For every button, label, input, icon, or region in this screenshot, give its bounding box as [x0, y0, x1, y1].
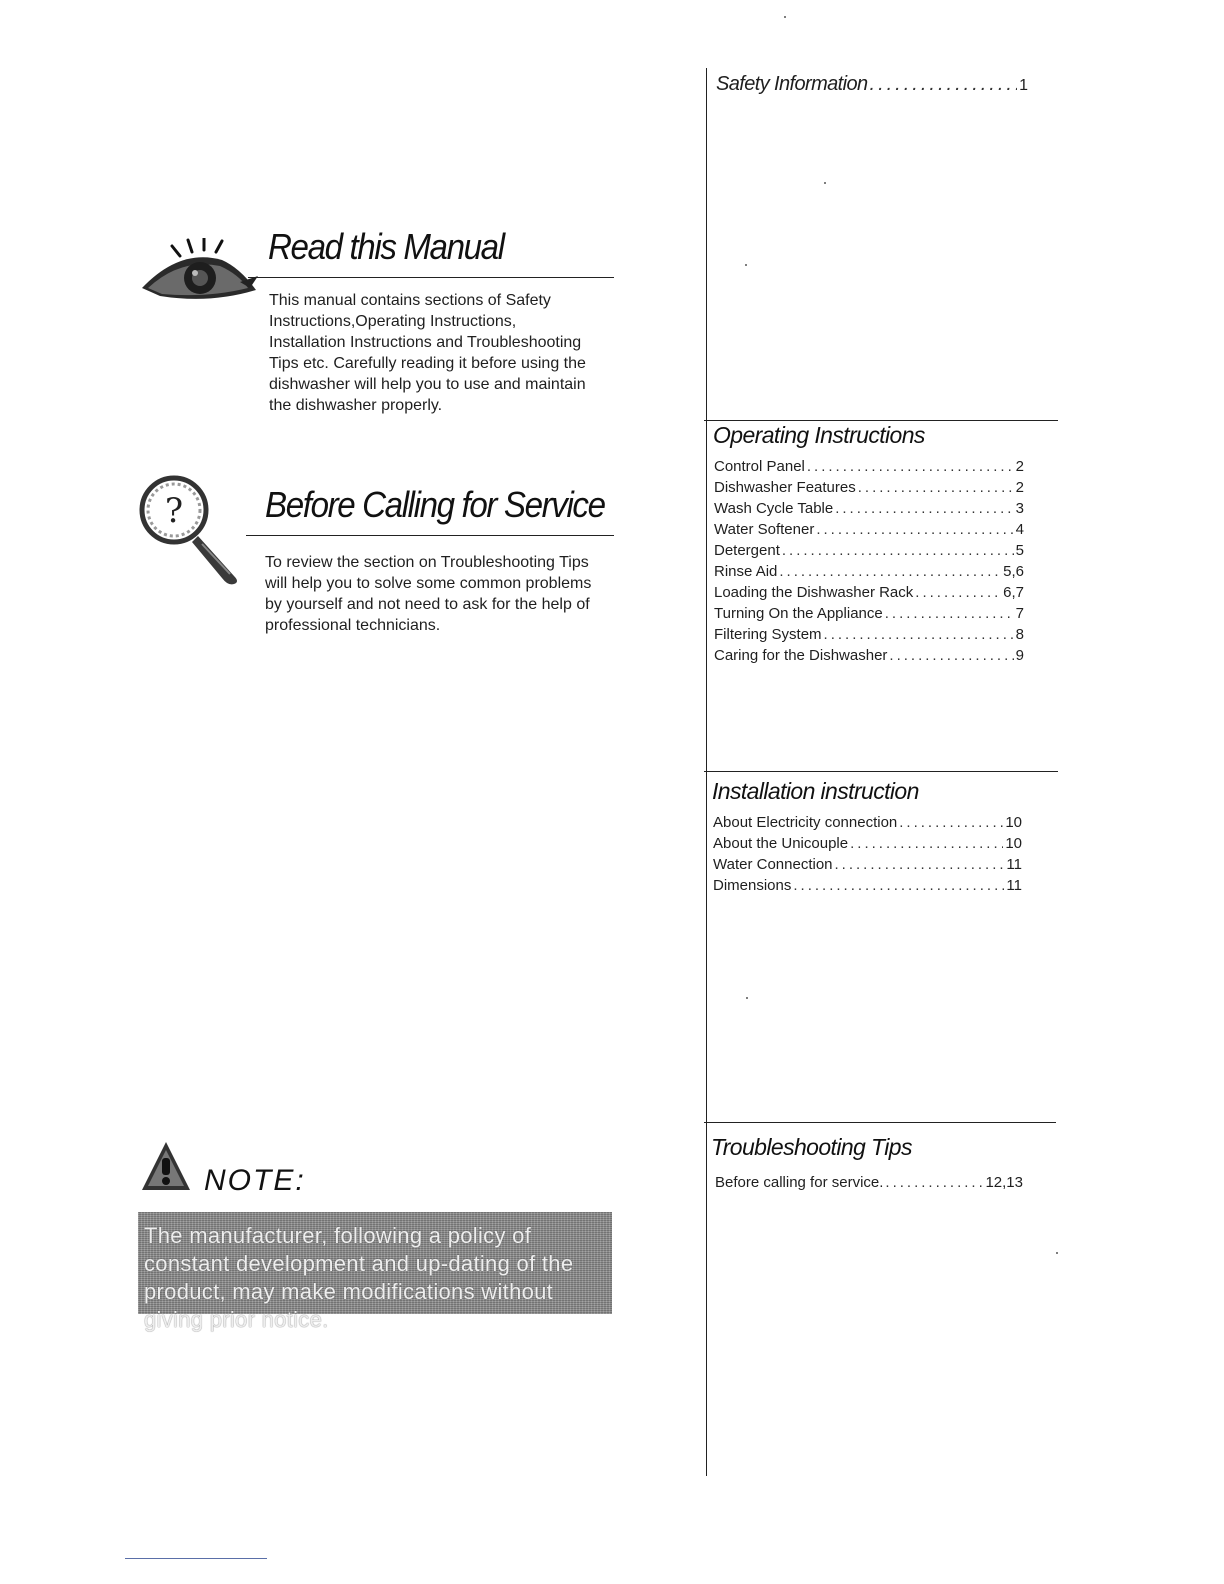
toc-item: Dishwasher Features ..... 2 [714, 477, 1024, 498]
toc-safety-page: 1 [1019, 77, 1028, 94]
scan-speck [746, 997, 748, 999]
note-text-box: The manufacturer, following a policy of constant development and up-dating of the product, may make modifications without giving prior notice. [138, 1212, 612, 1314]
toc-item: Loading the Dishwasher Rack ..... 6,7 [714, 582, 1024, 603]
scan-speck [1056, 1252, 1058, 1254]
before-service-text: To review the section on Troubleshooting Tips will help you to solve some common problems by yourself and not need to ask for the help of professional technicians. [265, 554, 592, 634]
note-label: NOTE: [204, 1164, 306, 1197]
toc-safety-entry [716, 74, 1028, 100]
operating-toc-list [714, 456, 1024, 666]
troubleshooting-toc-list [715, 1172, 1023, 1193]
toc-item: Water Connection ..... 11 [713, 854, 1022, 875]
toc-item: Detergent ..... 5 [714, 540, 1024, 561]
before-service-heading: Before Calling for Service [265, 484, 605, 525]
toc-item: About Electricity connection ..... 10 [713, 812, 1022, 833]
toc-item: Rinse Aid ..... 5,6 [714, 561, 1024, 582]
installation-section-title: Installation instruction [712, 778, 919, 804]
troubleshooting-section-title: Troubleshooting Tips [711, 1134, 912, 1160]
toc-item: Before calling for service. ..... 12,13 [715, 1172, 1023, 1193]
toc-item: Control Panel ..... 2 [714, 456, 1024, 477]
toc-item: Water Softener ..... 4 [714, 519, 1024, 540]
toc-item: Caring for the Dishwasher ..... 9 [714, 645, 1024, 666]
toc-item: Turning On the Appliance ..... 7 [714, 603, 1024, 624]
read-manual-heading: Read this Manual [268, 226, 504, 267]
eye-icon [140, 238, 260, 306]
toc-item: About the Unicouple ..... 10 [713, 833, 1022, 854]
read-manual-rule [248, 277, 614, 278]
column-divider [706, 68, 707, 1476]
read-manual-text: This manual contains sections of Safety Instructions,Operating Instructions, Installation Instructions and Troubleshooting Tips etc. Carefully reading it before using the dishwasher will help you to use and maintain the dishwasher properly. [269, 292, 586, 414]
svg-text:?: ? [164, 491, 184, 531]
installation-toc-list [713, 812, 1022, 896]
toc-item: Dimensions ..... 11 [713, 875, 1022, 896]
scan-speck [745, 264, 747, 266]
before-service-rule [246, 535, 614, 536]
scan-speck [824, 182, 826, 184]
scan-speck [784, 16, 786, 18]
toc-item: Wash Cycle Table ..... 3 [714, 498, 1024, 519]
operating-section-title: Operating Instructions [713, 422, 925, 448]
magnifier-question-icon [136, 470, 246, 585]
warning-icon [140, 1140, 192, 1192]
operating-section-rule [704, 420, 1058, 421]
footer-rule [125, 1558, 267, 1559]
toc-item: Filtering System ..... 8 [714, 624, 1024, 645]
installation-section-rule [704, 771, 1058, 772]
toc-safety-label: Safety Information [716, 73, 868, 95]
troubleshooting-section-rule [704, 1122, 1056, 1123]
